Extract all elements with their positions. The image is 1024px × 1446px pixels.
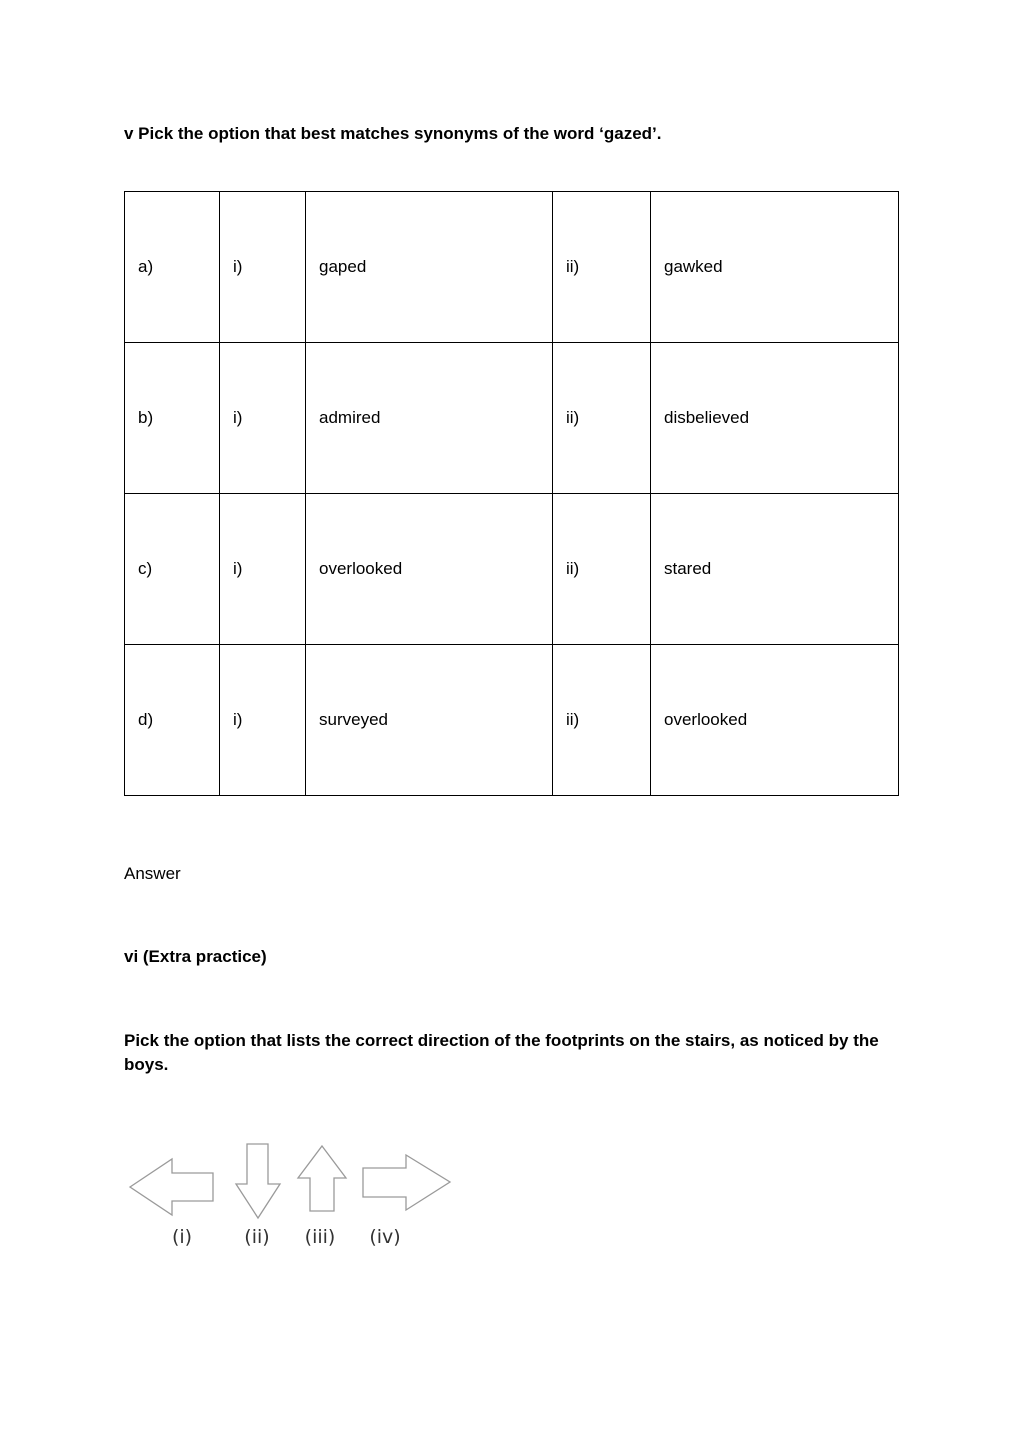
- item-number-1: i): [220, 192, 306, 343]
- table-row: [125, 494, 899, 645]
- question-vi-prompt: Pick the option that lists the correct direction of the footprints on the stairs, as noticed by the boys.: [124, 1031, 879, 1074]
- item-word-2: gawked: [651, 192, 899, 343]
- arrow-label-iv: (iv): [369, 1226, 401, 1248]
- item-word-2: stared: [651, 494, 899, 645]
- item-word-1: overlooked: [306, 494, 553, 645]
- item-number-1: i): [220, 494, 306, 645]
- table-row: [125, 343, 899, 494]
- item-number-1: i): [220, 645, 306, 796]
- item-number-2: ii): [553, 494, 651, 645]
- question-vi-heading: vi (Extra practice): [124, 947, 267, 966]
- table-row: [125, 645, 899, 796]
- option-letter: b): [125, 343, 220, 494]
- option-letter: a): [125, 192, 220, 343]
- item-number-2: ii): [553, 343, 651, 494]
- item-word-2: disbelieved: [651, 343, 899, 494]
- item-number-2: ii): [553, 645, 651, 796]
- arrow-label-i: (i): [171, 1226, 193, 1248]
- item-word-2: overlooked: [651, 645, 899, 796]
- option-letter: d): [125, 645, 220, 796]
- arrow-label-iii: (iii): [304, 1226, 336, 1248]
- options-table: [124, 191, 899, 796]
- item-word-1: gaped: [306, 192, 553, 343]
- arrows-figure: [124, 1140, 464, 1260]
- arrow-left-icon: [130, 1159, 213, 1215]
- arrow-right-icon: [363, 1155, 450, 1210]
- arrows-drawing: [124, 1140, 464, 1224]
- arrow-up-icon: [298, 1146, 346, 1211]
- arrow-down-icon: [236, 1144, 280, 1218]
- arrow-label-ii: (ii): [244, 1226, 270, 1248]
- question-v-title: v Pick the option that best matches synonyms of the word ‘gazed’.: [124, 124, 662, 143]
- option-letter: c): [125, 494, 220, 645]
- answer-label: Answer: [124, 864, 181, 883]
- item-number-1: i): [220, 343, 306, 494]
- arrow-shapes: [130, 1144, 450, 1218]
- table-row: [125, 192, 899, 343]
- item-number-2: ii): [553, 192, 651, 343]
- item-word-1: admired: [306, 343, 553, 494]
- item-word-1: surveyed: [306, 645, 553, 796]
